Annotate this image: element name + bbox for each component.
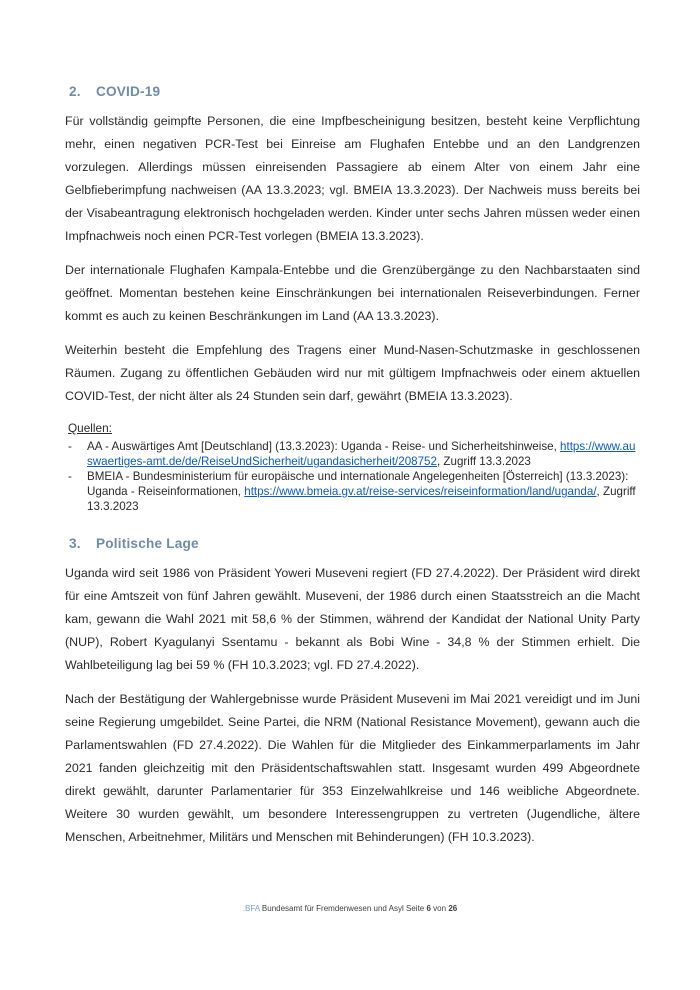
footer-of-word: von [433, 904, 447, 913]
source-link[interactable]: https://www.bmeia.gv.at/reise-services/reiseinformation/land/uganda/ [244, 485, 597, 498]
section-heading-covid [65, 84, 640, 99]
paragraph-politics-2: Nach der Bestätigung der Wahlergebnisse wurde Präsident Museveni im Mai 2021 vereidigt und im Juni seine Regierung umgebildet. Seine Partei, die NRM (National Resistance Movement), gewann auch die Parlamentswahlen (FD 27.4.2022). Die Wahlen für die Mitglieder des Einkammerparlaments im Jahr 2021 fanden gleichzeitig mit den Präsidentschaftswahlen statt. Insgesamt wurden 499 Abgeordnete direkt gewählt, darunter Parlamentarier für 353 Einzelwahlkreise und 146 weibliche Abgeordnete. Weitere 30 wurden gewählt, um besondere Interessengruppen zu vertreten (Jugendliche, ältere Menschen, Arbeitnehmer, Militärs und Menschen mit Behinderungen) (FH 10.3.2023). [65, 692, 640, 844]
footer-page-word: Seite [406, 904, 425, 913]
paragraph-covid-2: Der internationale Flughafen Kampala-Entebbe und die Grenzübergänge zu den Nachbarstaaten sind geöffnet. Momentan bestehen keine Einschränkungen bei internationalen Reiseverbindungen. Ferner kommt es auch zu keinen Beschränkungen im Land (AA 13.3.2023). [65, 263, 640, 323]
sources-label: Quellen: [68, 421, 112, 435]
footer-page-number: 6 [426, 904, 431, 913]
source-access-date: , Zugriff 13.3.2023 [436, 455, 531, 468]
section-title: COVID-19 [96, 84, 161, 99]
paragraph-covid-3: Weiterhin besteht die Empfehlung des Tragens einer Mund-Nasen-Schutzmaske in geschlossenen Räumen. Zugang zu öffentlichen Gebäuden wird nur mit gültigem Impfnachweis oder einem aktuellen COVID-Test, der nicht älter als 24 Stunden sein darf, gewährt (BMEIA 13.3.2023). [65, 343, 640, 403]
source-link[interactable]: https://www.auswaertiges-amt.de/de/ReiseUndSicherheit/ugandasicherheit/208752 [87, 440, 636, 468]
section-title: Politische Lage [96, 536, 199, 551]
source-item [65, 439, 640, 469]
sources-list [65, 439, 640, 514]
source-text [87, 439, 640, 469]
source-access-date: , Zugriff 13.3.2023 [87, 485, 636, 513]
source-text [87, 469, 640, 514]
footer-org-name: Bundesamt für Fremdenwesen und Asyl [261, 904, 404, 913]
source-citation: AA - Auswärtiges Amt [Deutschland] (13.3.2023): Uganda - Reise- und Sicherheitshinweise, [87, 440, 557, 453]
list-dash-marker: - [68, 470, 72, 483]
section-number: 2. [69, 84, 81, 99]
paragraph-politics-1: Uganda wird seit 1986 von Präsident Yoweri Museveni regiert (FD 27.4.2022). Der Präsident wird direkt für eine Amtszeit von fünf Jahren gewählt. Museveni, der 1986 durch einen Staatsstreich an die Macht kam, gewann die Wahl 2021 mit 58,6 % der Stimmen, während der Kandidat der National Unity Party (NUP), Robert Kyagulanyi Ssentamu - bekannt als Bobi Wine - 34,8 % der Stimmen erhielt. Die Wahlbeteiligung lag bei 59 % (FH 10.3.2023; vgl. FD 27.4.2022). [65, 566, 640, 672]
source-item [65, 469, 640, 514]
page-footer [0, 903, 700, 915]
footer-page-total: 26 [448, 904, 458, 913]
source-citation: BMEIA - Bundesministerium für europäische und internationale Angelegenheiten [Österreich] (13.3.2023): Uganda - Reiseinformationen, [87, 470, 629, 498]
section-number: 3. [69, 536, 81, 551]
list-dash-marker: - [68, 440, 72, 453]
paragraph-covid-1: Für vollständig geimpfte Personen, die eine Impfbescheinigung besitzen, besteht keine Verpflichtung mehr, einen negativen PCR-Test bei Einreise am Flughafen Entebbe und an den Landgrenzen vorzulegen. Allerdings müssen einreisenden Passagiere ab einem Alter von einem Jahr eine Gelbfieberimpfung nachweisen (AA 13.3.2023; vgl. BMEIA 13.3.2023). Der Nachweis muss bereits bei der Visabeantragung elektronisch hochgeladen werden. Kinder unter sechs Jahren müssen weder einen Impfnachweis noch einen PCR-Test vorlegen (BMEIA 13.3.2023). [65, 114, 640, 243]
bfa-logo: .BFA [242, 904, 260, 913]
section-heading-politics [65, 536, 640, 551]
